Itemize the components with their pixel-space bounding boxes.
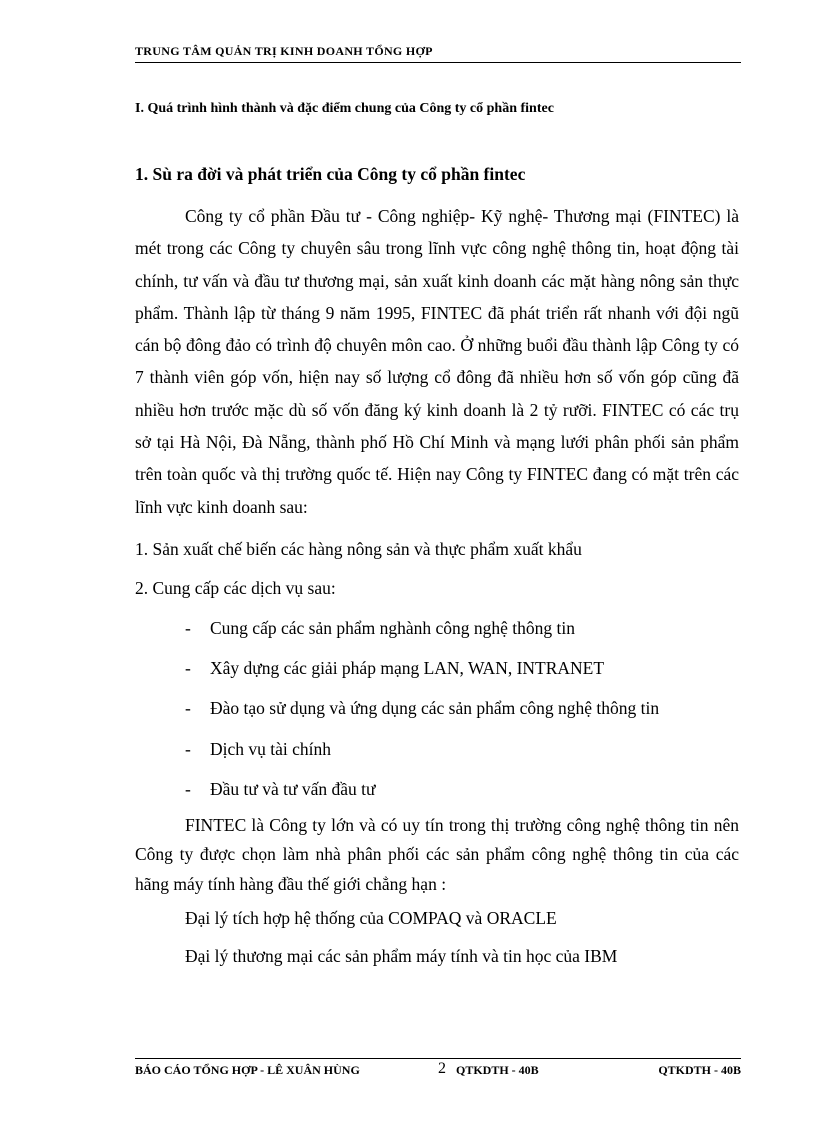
footer-class-code: QTKDTH - 40B (456, 1063, 539, 1077)
bullet-dash: - (185, 738, 191, 759)
footer-divider (135, 1058, 741, 1059)
footer-class-code-right: QTKDTH - 40B (658, 1063, 741, 1077)
business-item-1: 1. Sản xuất chế biến các hàng nông sản và thực phẩm xuất khẩu (135, 538, 582, 559)
bullet-dash: - (185, 698, 191, 719)
bullet-dash: - (185, 617, 191, 638)
body-text (135, 200, 739, 975)
bullet-dash: - (185, 778, 191, 799)
list-item-text: Dịch vụ tài chính (210, 738, 332, 759)
business-item-2: 2. Cung cấp các dịch vụ sau: (135, 577, 336, 598)
list-item (135, 729, 739, 769)
list-item (135, 688, 739, 728)
services-list (135, 608, 739, 809)
footer-report-title: BÁO CÁO TỔNG HỢP - LÊ XUÂN HÙNG (135, 1063, 360, 1077)
list-item (135, 608, 739, 648)
list-item-text: Xây dựng các giải pháp mạng LAN, WAN, INTRANET (210, 658, 605, 679)
agent-line-ibm: Đại lý thương mại các sản phẩm máy tính và tin học của IBM (185, 946, 618, 967)
header-divider (135, 62, 741, 63)
list-item-text: Đầu tư và tư vấn đầu tư (210, 778, 376, 799)
intro-paragraph: Công ty cổ phần Đầu tư - Công nghiệp- Kỹ nghệ- Thương mại (FINTEC) là mét trong các Công ty chuyên sâu trong lĩnh vực công nghệ thông tin, hoạt động tài chính, tư vấn và đầu tư thương mại, sản xuất kinh doanh các mặt hàng nông sản thực phẩm. Thành lập từ tháng 9 năm 1995, FINTEC đã phát triển rất nhanh với đội ngũ cán bộ đông đảo có trình độ chuyên môn cao. Ở những buổi đầu thành lập Công ty có 7 thành viên góp vốn, hiện nay số lượng cổ đông đã nhiều hơn số vốn góp cũng đã nhiều hơn trước mặc dù số vốn đăng ký kinh doanh là 2 tỷ rưỡi. FINTEC có các trụ sở tại Hà Nội, Đà Nẵng, thành phố Hồ Chí Minh và mạng lưới phân phối sản phẩm trên toàn quốc và thị trường quốc tế. Hiện nay Công ty FINTEC đang có mặt trên các lĩnh vực kinh doanh sau: (135, 206, 739, 517)
list-item-text: Đào tạo sử dụng và ứng dụng các sản phẩm công nghệ thông tin (210, 698, 660, 719)
page-header: TRUNG TÂM QUẢN TRỊ KINH DOANH TỔNG HỢP (135, 44, 433, 58)
page-number: 2 (438, 1060, 446, 1077)
subsection-title: 1. Sù ra đời và phát triển của Công ty cổ phần fintec (135, 164, 526, 184)
section-title: I. Quá trình hình thành và đặc điểm chung của Công ty cổ phần fintec (135, 101, 554, 116)
list-item (135, 648, 739, 688)
agent-line-compaq: Đại lý tích hợp hệ thống của COMPAQ và ORACLE (185, 908, 557, 929)
partner-paragraph: FINTEC là Công ty lớn và có uy tín trong thị trường công nghệ thông tin nên Công ty được chọn làm nhà phân phối các sản phẩm công nghệ thông tin của các hãng máy tính hàng đầu thế giới chẳng hạn : (135, 814, 739, 894)
bullet-dash: - (185, 658, 191, 679)
list-item (135, 769, 739, 809)
list-item-text: Cung cấp các sản phẩm nghành công nghệ thông tin (210, 617, 575, 638)
